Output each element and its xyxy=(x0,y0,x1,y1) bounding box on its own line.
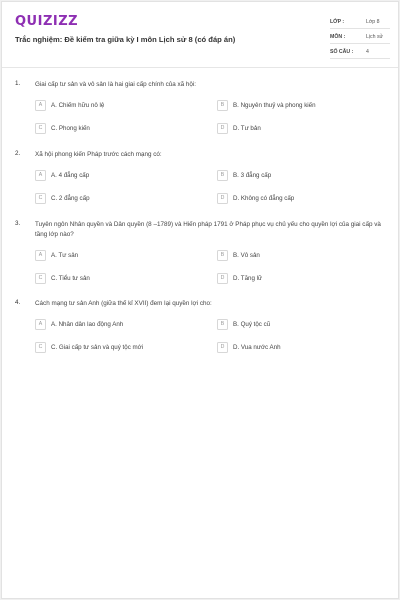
option-b[interactable] xyxy=(217,250,387,262)
option-text: B. Vô sản xyxy=(233,252,260,259)
question-text: Tuyên ngôn Nhân quyền và Dân quyền (8 –1789) và Hiến pháp 1791 ở Pháp phục vụ chủ yếu cho quyền lợi của giai cấp và tầng lớp nào? xyxy=(35,221,381,238)
option-b[interactable] xyxy=(217,319,387,331)
option-letter-box: A xyxy=(35,250,46,261)
option-c[interactable] xyxy=(35,342,205,354)
question-3 xyxy=(2,220,399,292)
question-number: 4. xyxy=(15,299,21,306)
meta-row-grade xyxy=(330,15,390,29)
question-number: 3. xyxy=(15,220,21,227)
option-text: A. Chiếm hữu nô lệ xyxy=(51,102,105,109)
option-letter-box: C xyxy=(35,123,46,134)
option-letter-box: D xyxy=(217,193,228,204)
option-text: C. Tiểu tư sản xyxy=(51,275,90,282)
option-letter-box: D xyxy=(217,273,228,284)
option-text: C. 2 đẳng cấp xyxy=(51,195,90,202)
option-d[interactable] xyxy=(217,342,387,354)
option-letter-box: D xyxy=(217,342,228,353)
question-number: 2. xyxy=(15,150,21,157)
question-4 xyxy=(2,299,399,361)
option-text: A. 4 đẳng cấp xyxy=(51,172,90,179)
option-letter-box: A xyxy=(35,319,46,330)
worksheet-header xyxy=(2,2,398,68)
option-a[interactable] xyxy=(35,100,205,112)
meta-row-subject xyxy=(330,30,390,44)
option-d[interactable] xyxy=(217,123,387,135)
meta-label: SỐ CÂU : xyxy=(330,49,354,55)
meta-value: 4 xyxy=(366,49,369,55)
option-a[interactable] xyxy=(35,319,205,331)
option-letter-box: D xyxy=(217,123,228,134)
option-letter-box: C xyxy=(35,193,46,204)
meta-row-question-count xyxy=(330,45,390,59)
option-letter-box: B xyxy=(217,319,228,330)
option-c[interactable] xyxy=(35,123,205,135)
question-text: Xã hội phong kiến Pháp trước cách mạng có: xyxy=(35,151,162,158)
option-text: D. Tăng lữ xyxy=(233,275,263,282)
meta-value: Lịch sử xyxy=(366,34,384,40)
option-letter-box: A xyxy=(35,100,46,111)
option-a[interactable] xyxy=(35,250,205,262)
option-letter-box: C xyxy=(35,273,46,284)
quizizz-logo: QUIZIZZ xyxy=(15,14,79,29)
question-text: Cách mạng tư sản Anh (giữa thế kỉ XVII) đem lại quyền lợi cho: xyxy=(35,300,212,307)
option-text: B. Nguyên thuỷ và phong kiến xyxy=(233,102,316,109)
option-letter-box: A xyxy=(35,170,46,181)
question-1 xyxy=(2,80,399,142)
worksheet-page xyxy=(1,1,399,599)
option-text: D. Vua nước Anh xyxy=(233,344,281,351)
option-d[interactable] xyxy=(217,273,387,285)
option-d[interactable] xyxy=(217,193,387,205)
option-a[interactable] xyxy=(35,170,205,182)
question-2 xyxy=(2,150,399,212)
option-c[interactable] xyxy=(35,193,205,205)
option-text: C. Giai cấp tư sản và quý tộc mới xyxy=(51,344,144,351)
option-letter-box: C xyxy=(35,342,46,353)
option-text: A. Tư sản xyxy=(51,252,79,259)
option-letter-box: B xyxy=(217,170,228,181)
option-letter-box: B xyxy=(217,100,228,111)
meta-label: MÔN : xyxy=(330,34,346,40)
option-text: C. Phong kiến xyxy=(51,125,90,132)
option-text: B. Quý tộc cũ xyxy=(233,321,271,328)
option-text: D. Tư bản xyxy=(233,125,261,132)
option-text: D. Không có đẳng cấp xyxy=(233,195,295,202)
option-text: B. 3 đẳng cấp xyxy=(233,172,272,179)
meta-value: Lớp 8 xyxy=(366,19,380,25)
meta-label: LỚP : xyxy=(330,19,345,25)
question-text: Giai cấp tư sản và vô sản là hai giai cấp chính của xã hội: xyxy=(35,81,197,88)
question-number: 1. xyxy=(15,80,21,87)
option-letter-box: B xyxy=(217,250,228,261)
option-b[interactable] xyxy=(217,100,387,112)
option-b[interactable] xyxy=(217,170,387,182)
page-title: Trắc nghiệm: Đề kiểm tra giữa kỳ I môn Lịch sử 8 (có đáp án) xyxy=(15,35,236,44)
option-text: A. Nhân dân lao động Anh xyxy=(51,321,124,328)
option-c[interactable] xyxy=(35,273,205,285)
